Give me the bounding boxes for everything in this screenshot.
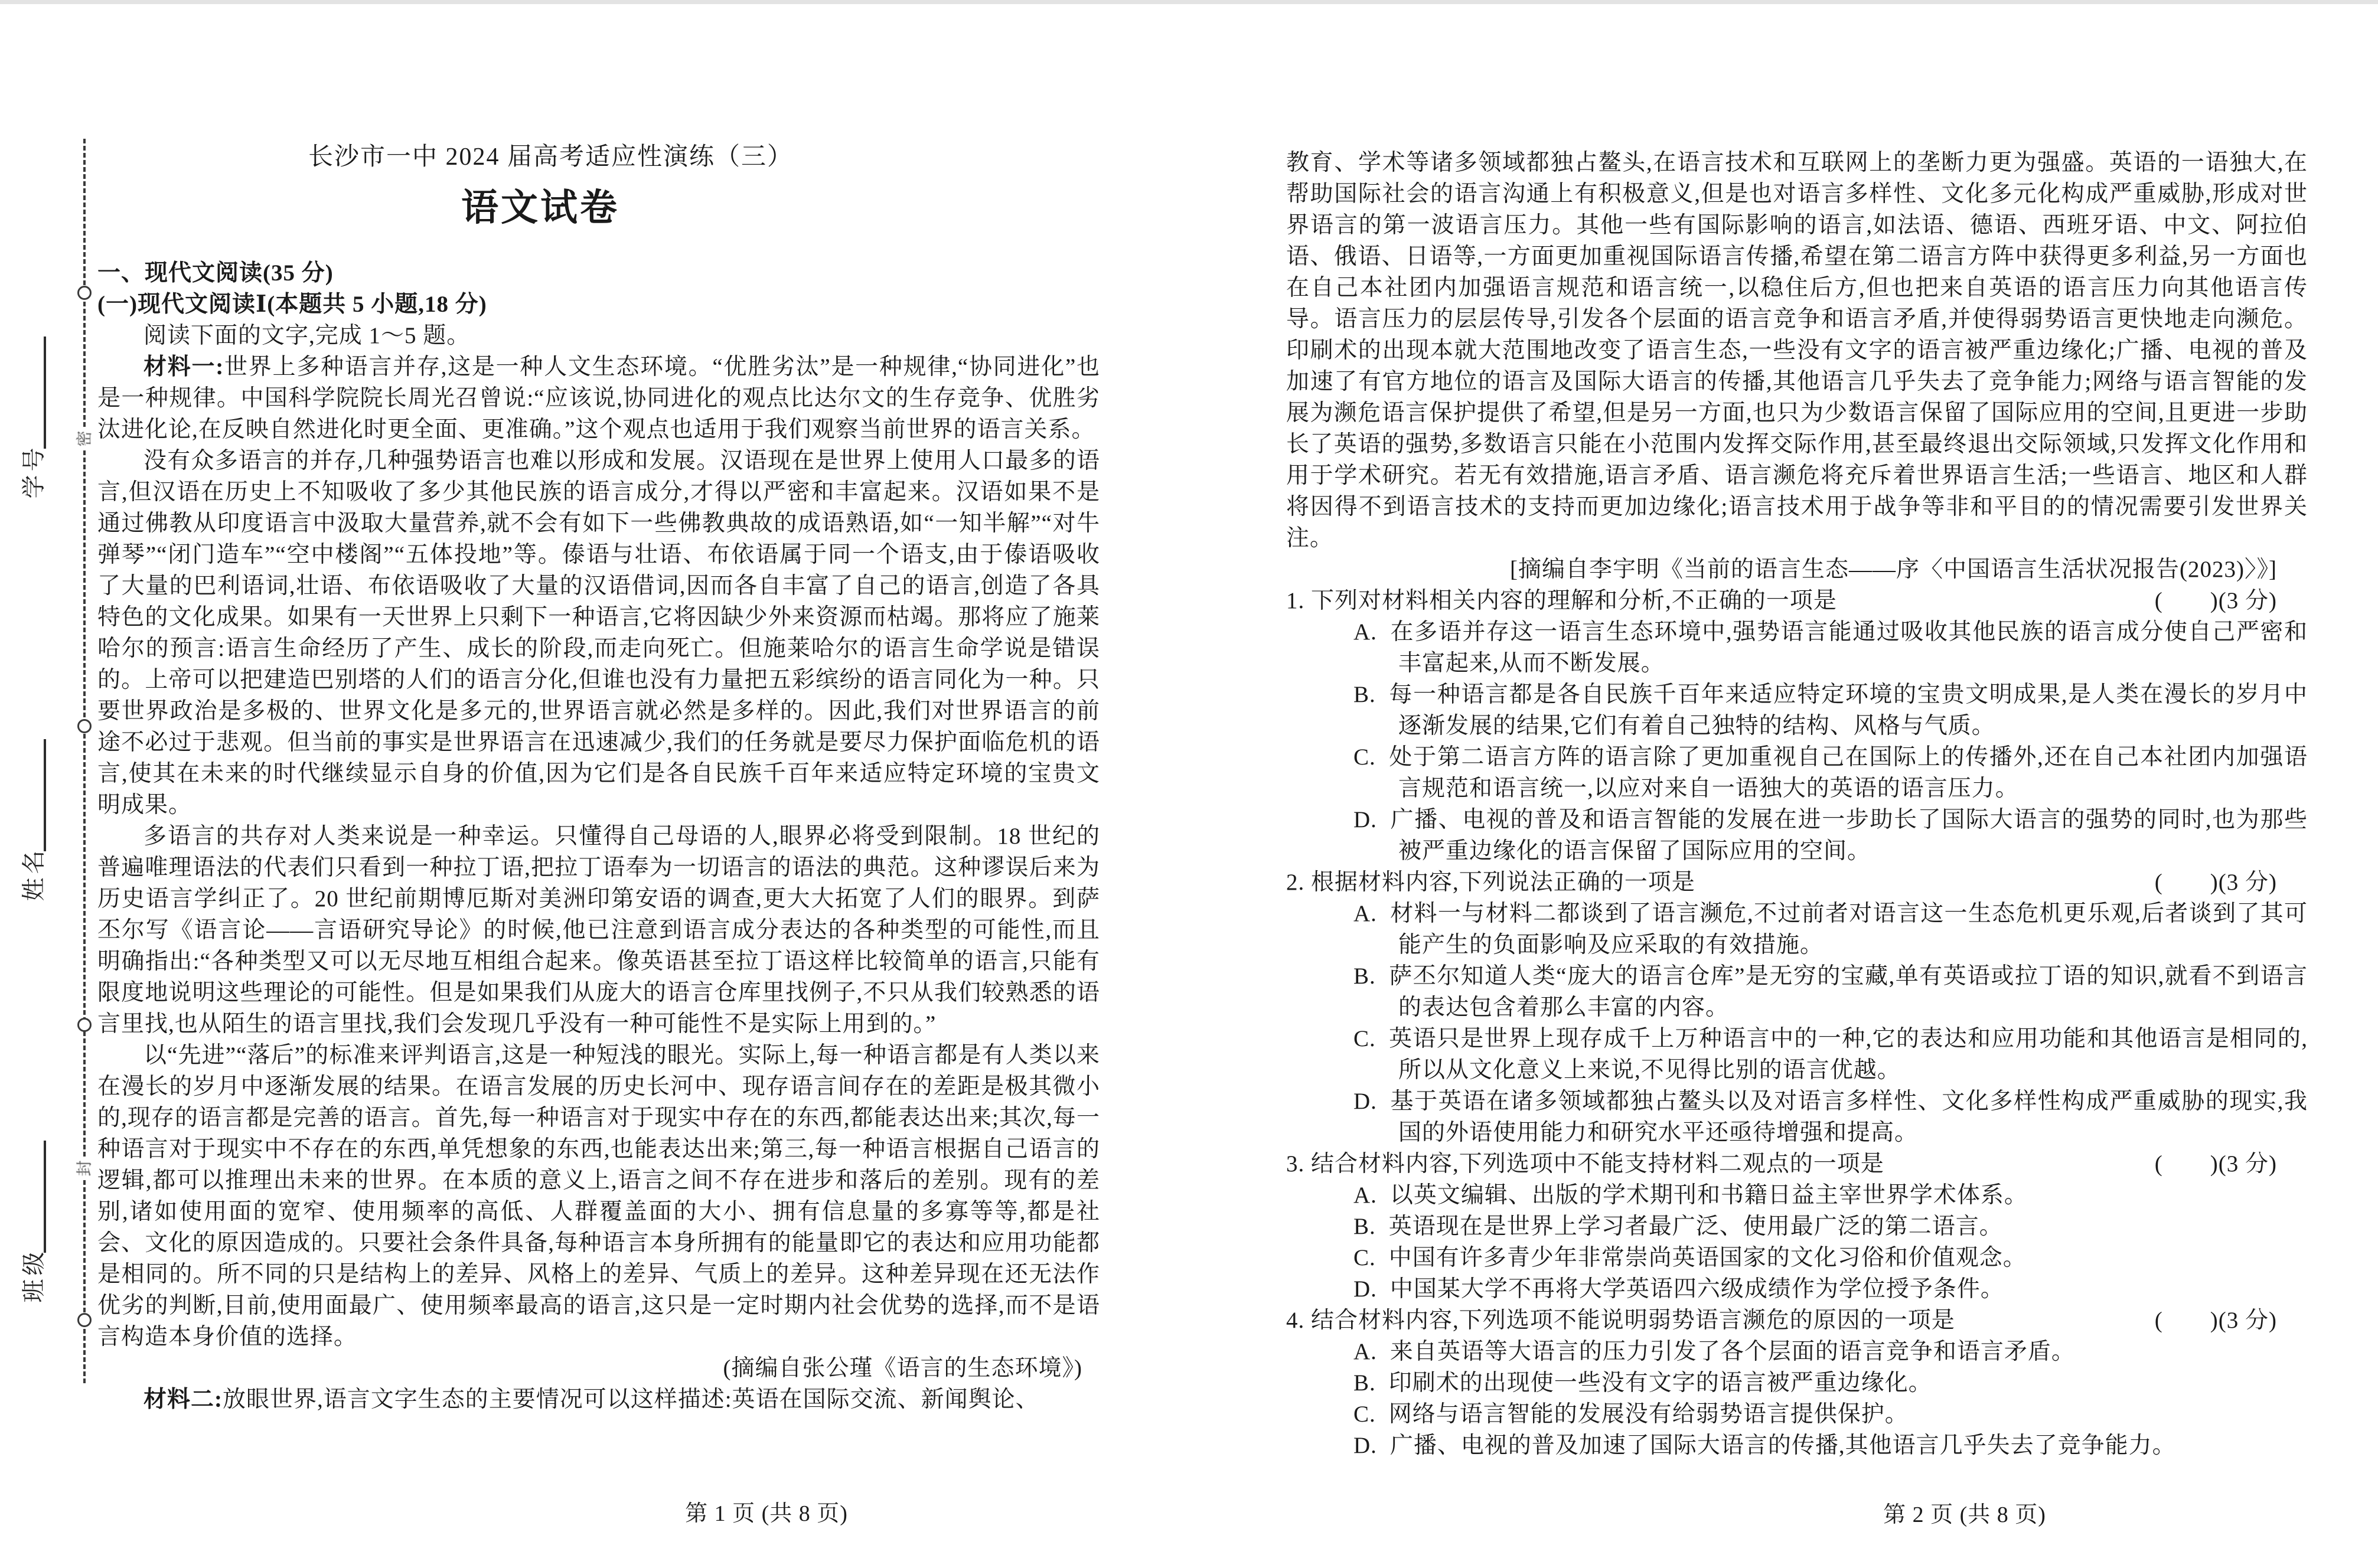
paper-title: 语文试卷 [461,187,619,228]
question-1-option-a [1286,616,2308,679]
option-text: 处于第二语言方阵的语言除了更加重视自己在国际上的传播外,还在自己本社团内加强语言规范和语言统一,以应对来自一语独大的英语的语言压力。 [1388,744,2308,801]
name-label: 姓名 [20,847,47,901]
question-3-option-b [1286,1211,2308,1242]
question-2-option-d [1286,1086,2308,1148]
option-text: 来自英语等大语言的压力引发了各个层面的语言竞争和语言矛盾。 [1389,1339,2075,1364]
name-blank-line [44,739,46,851]
seal-line-circle [77,719,92,733]
question-2-option-c [1286,1023,2308,1086]
material-1-paragraph-3: 多语言的共存对人类来说是一种幸运。只懂得自己母语的人,眼界必将受到限制。18 世纪的普遍唯理语法的代表们只看到一种拉丁语,把拉丁语奉为一切语言的语法的典范。这种谬误后来为历史语言学纠正了。20 世纪前期博厄斯对美洲印第安语的调查,更大大拓宽了人们的眼界。到萨丕尔写《语言论——言语研究导论》的时候,他已注意到语言成分表达的各种类型的可能性,而且明确指出:“各种类型又可以无尽地互相组合起来。像英语甚至拉丁语这样比较简单的语言,只能有限度地说明这些理论的可能性。但是如果我们从庞大的语言仓库里找例子,不只从我们较熟悉的语言里找,也从陌生的语言里找,我们会发现几乎没有一种可能性不是实际上用到的。” [97,824,1100,1037]
option-text: 广播、电视的普及加速了国际大语言的传播,其他语言几乎失去了竞争能力。 [1389,1433,2176,1458]
material-2-paragraph-start [97,1384,1100,1415]
section-heading: 一、现代文阅读(35 分) [97,260,334,286]
material-2-attribution: [摘编自李宇明《当前的语言生态——序〈中国语言生活状况报告(2023)〉》] [1510,557,2277,582]
option-label: C. [1353,1245,1376,1270]
option-label: B. [1353,1214,1376,1239]
option-text: 印刷术的出现使一些没有文字的语言被严重边缘化。 [1388,1370,1932,1396]
question-1-option-b [1286,679,2308,741]
option-label: D. [1353,1433,1377,1458]
class-label: 班级 [20,1248,47,1303]
question-3-stem: 3. 结合材料内容,下列选项中不能支持材料二观点的一项是 [1286,1151,1884,1177]
material-1-paragraph-1 [97,351,1100,445]
seal-line-circle [77,1313,92,1327]
page-2-body [1286,147,2308,1461]
question-1-stem-row [1286,585,2308,616]
question-4-answer-blank-and-score [2155,1305,2308,1336]
seal-character: 封 [74,1158,94,1178]
seal-line-circle [77,286,92,300]
option-label: A. [1353,1182,1377,1208]
question-2-answer-blank-and-score [2155,867,2308,898]
option-label: A. [1353,901,1377,926]
question-1-answer-blank: ( ) [2154,588,2219,613]
question-3-option-d [1286,1273,2308,1305]
option-label: B. [1353,963,1376,989]
material-1-lead-text: 世界上多种语言并存,这是一种人文生态环境。“优胜劣汰”是一种规律,“协同进化”也是一种规律。中国科学院院长周光召曾说:“应该说,协同进化的观点比达尔文的生存竞争、优胜劣汰进化论,在反映自然进化时更全面、更准确。”这个观点也适用于我们观察当前世界的语言关系。 [97,354,1100,442]
question-1-option-d [1286,804,2308,867]
question-4-option-c [1286,1399,2308,1430]
seal-character: 密 [74,429,94,449]
option-text: 基于英语在诸多领域都独占鳌头以及对语言多样性、文化多样性构成严重威胁的现实,我国的外语使用能力和研究水平还亟待增强和提高。 [1389,1089,2308,1145]
option-text: 每一种语言都是各自民族千百年来适应特定环境的宝贵文明成果,是人类在漫长的岁月中逐渐发展的结果,它们有着自己独特的结构、风格与气质。 [1388,682,2308,739]
page-1-body [97,257,1100,1415]
question-1-option-c [1286,741,2308,804]
option-text: 广播、电视的普及和语言智能的发展在进一步助长了国际大语言的强势的同时,也为那些被严重边缘化的语言保留了国际应用的空间。 [1389,807,2308,864]
option-text: 在多语并存这一语言生态环境中,强势语言能通过吸收其他民族的语言成分使自己严密和丰富起来,从而不断发展。 [1389,619,2308,676]
material-1-paragraph-4: 以“先进”“落后”的标准来评判语言,这是一种短浅的眼光。实际上,每一种语言都是有人类以来在漫长的岁月中逐渐发展的结果。在语言发展的历史长河中、现存语言间存在的差距是极其微小的,现存的语言都是完善的语言。首先,每一种语言对于现实中存在的东西,都能表达出来;其次,每一种语言对于现实中不存在的东西,单凭想象的东西,也能表达出来;第三,每一种语言根据自己语言的逻辑,都可以推理出未来的世界。在本质的意义上,语言之间不存在进步和落后的差别。现有的差别,诸如使用面的宽窄、使用频率的高低、人群覆盖面的大小、拥有信息量的多寡等等,都是社会、文化的原因造成的。只要社会条件具备,每种语言本身所拥有的能量即它的表达和应用功能都是相同的。所不同的只是结构上的差异、风格上的差异、气质上的差异。这种差异现在还无法作优劣的判断,目前,使用面最广、使用频率最高的语言,这只是一定时期内社会优势的选择,而不是语言构造本身价值的选择。 [97,1043,1100,1350]
question-2-answer-blank: ( ) [2154,870,2219,895]
question-2-option-a [1286,898,2308,961]
subsection-heading: (一)现代文阅读Ⅰ(本题共 5 小题,18 分) [97,292,487,317]
option-label: D. [1353,807,1377,832]
option-label: A. [1353,619,1377,645]
option-text: 网络与语言智能的发展没有给弱势语言提供保护。 [1388,1402,1909,1427]
student-id-blank-line [44,337,46,449]
reading-instruction: 阅读下面的文字,完成 1～5 题。 [143,323,471,348]
material-2-continued-paragraph: 教育、学术等诸多领域都独占鳌头,在语言技术和互联网上的垄断力更为强盛。英语的一语独大,在帮助国际社会的语言沟通上有积极意义,但是也对语言多样性、文化多元化构成严重威胁,形成对世界语言的第一波语言压力。其他一些有国际影响的语言,如法语、德语、西班牙语、中文、阿拉伯语、俄语、日语等,一方面更加重视国际语言传播,希望在第二语言方阵中获得更多利益,另一方面也在自己本社团内加强语言规范和语言统一,以稳住后方,但也把来自英语的语言压力向其他语言传导。语言压力的层层传导,引发各个层面的语言竞争和语言矛盾,并使得弱势语言更快地走向濒危。印刷术的出现本就大范围地改变了语言生态,一些没有文字的语言被严重边缘化;广播、电视的普及加速了有官方地位的语言及国际大语言的传播,其他语言几乎失去了竞争能力;网络与语言智能的发展为濒危语言保护提供了希望,但是另一方面,也只为少数语言保留了国际应用的空间,且更进一步助长了英语的强势,多数语言只能在小范围内发挥交际作用,甚至最终退出交际领域,只发挥文化作用和用于学术研究。若无有效措施,语言矛盾、语言濒危将充斥着世界语言生活;一些语言、地区和人群将因得不到语言技术的支持而更加边缘化;语言技术用于战争等非和平目的的情况需要引发世界关注。 [1286,150,2308,551]
option-label: D. [1353,1089,1377,1114]
seal-dashed-line [83,139,86,1383]
material-1-label: 材料一: [143,354,224,380]
question-3-option-c [1286,1242,2308,1273]
option-label: C. [1353,1402,1376,1427]
option-text: 中国某大学不再将大学英语四六级成绩作为学位授予条件。 [1389,1276,2004,1302]
question-1-stem: 1. 下列对材料相关内容的理解和分析,不正确的一项是 [1286,588,1837,613]
option-label: A. [1353,1339,1377,1364]
question-4-stem-row [1286,1305,2308,1336]
material-1-paragraph-2: 没有众多语言的并存,几种强势语言也难以形成和发展。汉语现在是世界上使用人口最多的语言,但汉语在历史上不知吸收了多少其他民族的语言成分,才得以严密和丰富起来。汉语如果不是通过佛教从印度语言中汲取大量营养,就不会有如下一些佛教典故的成语熟语,如“一知半解”“对牛弹琴”“闭门造车”“空中楼阁”“五体投地”等。傣语与壮语、布依语属于同一个语支,由于傣语吸收了大量的巴利语词,壮语、布依语吸收了大量的汉语借词,因而各自丰富了自己的语言,创造了各具特色的文化成果。如果有一天世界上只剩下一种语言,它将因缺少外来资源而枯竭。那将应了施莱哈尔的预言:语言生命经历了产生、成长的阶段,而走向死亡。但施莱哈尔的语言生命学说是错误的。上帝可以把建造巴别塔的人们的语言分化,但谁也没有力量把五彩缤纷的语言同化为一种。只要世界政治是多极的、世界文化是多元的,世界语言就必然是多样的。因此,我们对世界语言的前途不必过于悲观。但当前的事实是世界语言在迅速减少,我们的任务就是要尽力保护面临危机的语言,使其在未来的时代继续显示自身的价值,因为它们是各自民族千百年来适应特定环境的宝贵文明成果。 [97,448,1100,818]
option-text: 英语现在是世界上学习者最广泛、使用最广泛的第二语言。 [1388,1214,2003,1239]
question-2-stem-row [1286,867,2308,898]
question-4-option-d [1286,1430,2308,1461]
option-text: 中国有许多青少年非常崇尚英语国家的文化习俗和价值观念。 [1388,1245,2027,1270]
question-1-score: (3 分) [2218,588,2277,613]
student-id-label: 学号 [20,444,47,499]
question-3-answer-blank-and-score [2155,1148,2308,1180]
option-label: C. [1353,744,1376,770]
question-3-score: (3 分) [2218,1151,2277,1177]
question-1-answer-blank-and-score [2155,585,2308,616]
question-4-score: (3 分) [2218,1308,2277,1333]
question-3-option-a [1286,1180,2308,1211]
question-4-answer-blank: ( ) [2154,1308,2219,1333]
option-label: D. [1353,1276,1377,1302]
page-2-footer: 第 2 页 (共 8 页) [1883,1502,2046,1527]
question-4-option-a [1286,1336,2308,1367]
option-text: 萨丕尔知道人类“庞大的语言仓库”是无穷的宝藏,单有英语或拉丁语的知识,就看不到语言的表达包含着那么丰富的内容。 [1388,963,2308,1020]
question-2-option-b [1286,961,2308,1023]
option-text: 英语只是世界上现存成千上万种语言中的一种,它的表达和应用功能和其他语言是相同的,所以从文化意义上来说,不见得比别的语言优越。 [1388,1026,2308,1083]
seal-line-circle [77,1018,92,1032]
question-3-answer-blank: ( ) [2154,1151,2219,1177]
question-2-score: (3 分) [2218,870,2277,895]
material-2-label: 材料二: [143,1387,223,1412]
question-4-option-b [1286,1367,2308,1399]
question-2-stem: 2. 根据材料内容,下列说法正确的一项是 [1286,870,1695,895]
option-text: 以英文编辑、出版的学术期刊和书籍日益主宰世界学术体系。 [1389,1182,2028,1208]
material-1-attribution: (摘编自张公瑾《语言的生态环境》) [723,1355,1082,1381]
scan-edge-artifact [0,0,2378,4]
option-text: 材料一与材料二都谈到了语言濒危,不过前者对语言这一生态危机更乐观,后者谈到了其可能产生的负面影响及应采取的有效措施。 [1389,901,2308,958]
exam-header: 长沙市一中 2024 届高考适应性演练（三） [308,143,794,171]
option-label: B. [1353,1370,1376,1396]
question-4-stem: 4. 结合材料内容,下列选项不能说明弱势语言濒危的原因的一项是 [1286,1308,1955,1333]
class-blank-line [44,1141,46,1253]
material-2-lead-text: 放眼世界,语言文字生态的主要情况可以这样描述:英语在国际交流、新闻舆论、 [223,1387,1039,1412]
option-label: B. [1353,682,1376,707]
page-1-footer: 第 1 页 (共 8 页) [685,1501,848,1526]
question-3-stem-row [1286,1148,2308,1180]
option-label: C. [1353,1026,1376,1051]
